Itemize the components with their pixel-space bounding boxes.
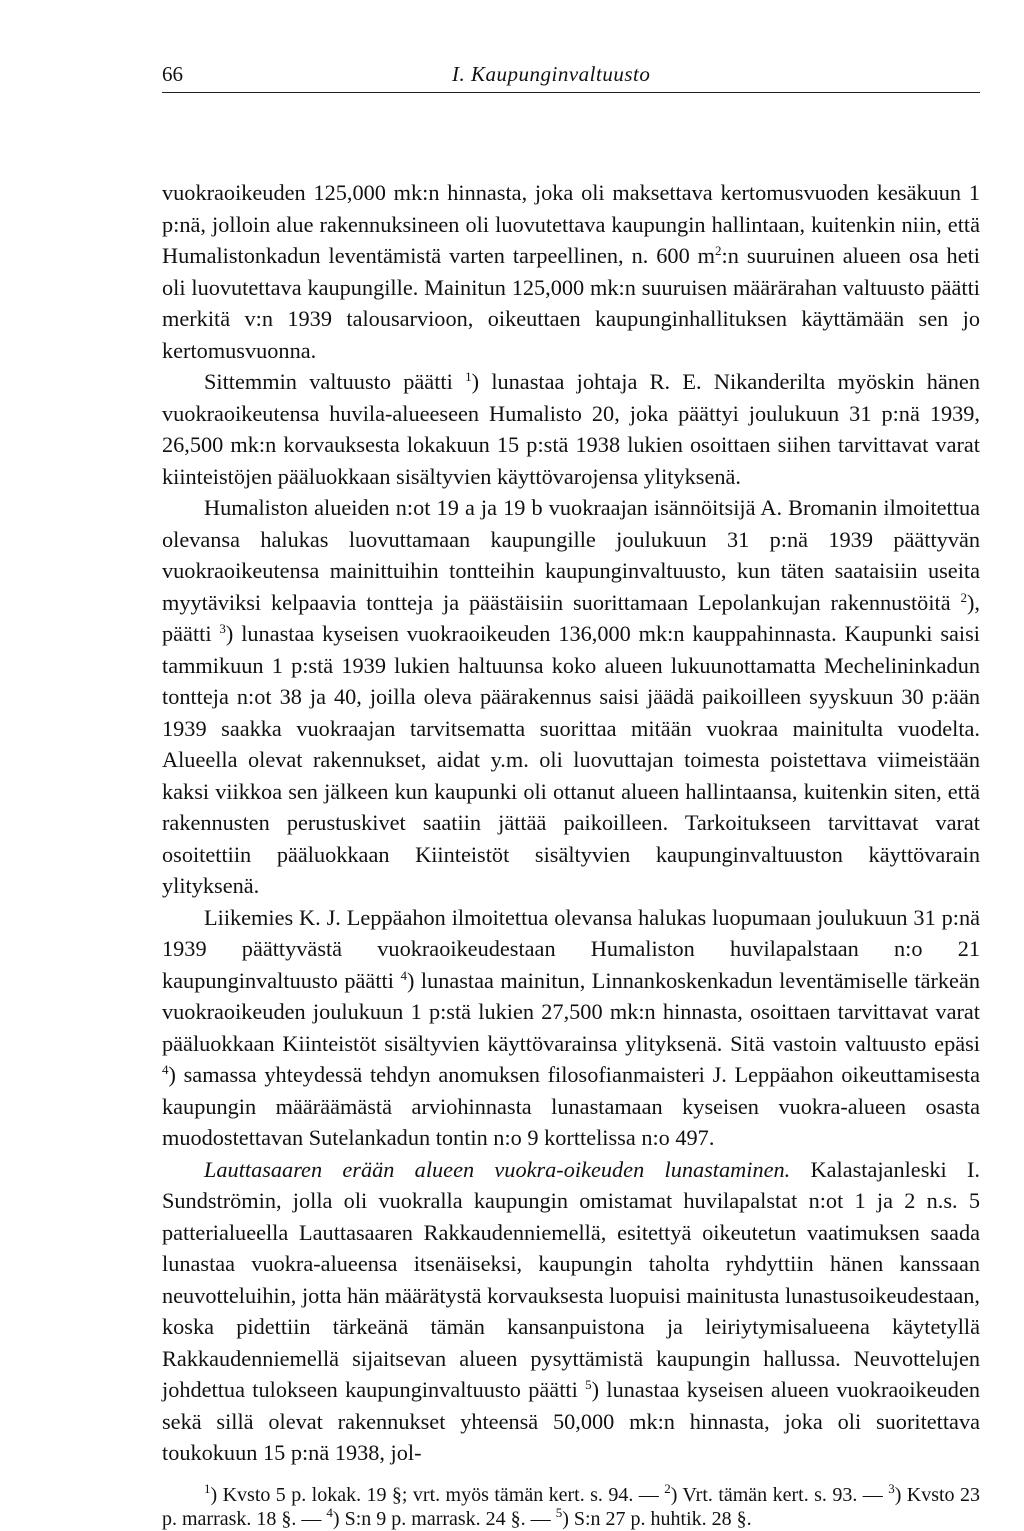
text-run: ) Kvsto 23 p. marrask. 18 §. —: [162, 1483, 980, 1530]
text-run: Liikemies K. J. Leppäahon ilmoitettua olevansa halukas luopumaan joulukuun 31 p:nä 1939 päättyvästä vuokraoikeudestaan Humaliston huvilapalstaan n:o 21 kaupunginvaltuusto päätti: [162, 904, 980, 993]
footnote-marker: 5: [585, 1377, 592, 1392]
body-text: [162, 177, 980, 1469]
footnote-marker: 1: [204, 1480, 211, 1496]
footnote-marker: 3: [888, 1480, 895, 1496]
text-run: ) S:n 27 p. huhtik. 28 §.: [562, 1507, 752, 1530]
text-run: ), päätti: [162, 589, 980, 646]
text-run: ) lunastaa mainitun, Linnankoskenkadun leventämiselle tärkeän vuokraoikeuden joulukuun 1 p:stä lukien 27,500 mk:n hinnasta, osoittaen tarvittavat varat pääluokkaan Kiinteistöt sisältyvien käyttövarainsa ylityksenä. Sitä vastoin valtuusto epäsi: [162, 967, 980, 1056]
section-heading: Lauttasaaren erään alueen vuokra-oikeuden lunastaminen.: [204, 1156, 791, 1182]
text-run: :n suuruinen alueen osa heti oli luovutettava kaupungille. Mainitun 125,000 mk:n suuruisen määrärahan valtuusto päätti merkitä v:n 1939 talousarvioon, oikeuttaen kaupunginhallituksen käyttämään sen jo kertomusvuonna.: [162, 243, 980, 363]
footnote-marker: 4: [400, 967, 407, 983]
paragraph: [162, 366, 980, 492]
footnote-marker: 1: [465, 369, 472, 384]
footnote-marker: 2: [664, 1480, 671, 1496]
text-run: vuokraoikeuden 125,000 mk:n hinnasta, joka oli maksettava kertomusvuoden kesäkuun 1 p:nä, jolloin alue rakennuksineen oli luovutettava kaupungin hallintaan, kuitenkin niin, että Humalistonkadun leventämistä varten tarpeellinen, n. 600 m: [162, 180, 980, 268]
text-run: Humaliston alueiden n:ot 19 a ja 19 b vuokraajan isännöitsijä A. Bromanin ilmoitettua olevansa halukas luovuttamaan kaupungille joulukuun 31 p:nä 1939 päättyvän vuokraoikeutensa mainittuihin tontteihin kaupunginvaltuusto, kun täten saataisiin useita myytäviksi kelpaavia tontteja ja päästäisiin suorittamaan Lepolankujan rakennustöitä: [162, 495, 980, 615]
text-run: Kalastajanleski I. Sundströmin, jolla oli vuokralla kaupungin omistamat huvilapalstat n:ot 1 ja 2 n.s. 5 patterialueella Lauttasaaren Rakkaudenniemellä, esitettyä oikeutetun vaatimuksen saada lunastaa vuokra-alueensa itsenäiseksi, kaupungin taholta ryhdyttiin hänen kanssaan neuvotteluihin, jotta hän määrätystä korvauksesta luopuisi mainitusta lunastusoikeudestaan, koska pidettiin tärkeänä tämän kansanpuistona ja leiriytymisalueena käytetyllä Rakkaudenniemellä sijaitsevan alueen pysyttämistä kaupungin hallussa. Neuvottelujen johdettua tulokseen kaupunginvaltuusto päätti: [162, 1156, 980, 1402]
paragraph: [162, 1154, 980, 1469]
text-run: ) samassa yhteydessä tehdyn anomuksen filosofianmaisteri J. Leppäahon oikeuttamisesta kaupungin määräämästä arviohinnasta lunastamaan kyseisen vuokra-alueen osasta muodostettavan Sutelankadun tontin n:o 9 korttelissa n:o 497.: [162, 1062, 980, 1150]
text-run: ) Vrt. tämän kert. s. 93. —: [670, 1483, 889, 1506]
text-run: ) lunastaa johtaja R. E. Nikanderilta myöskin hänen vuokraoikeutensa huvila-alueeseen Humalisto 20, joka päättyi joulukuun 31 p:nä 1939, 26,500 mk:n korvauksesta lokakuun 15 p:stä 1938 lukien osoittaen siihen tarvittavat varat kiinteistöjen pääluokkaan sisältyvien käyttövarojensa ylityksenä.: [162, 369, 980, 489]
footnote-text: [162, 1480, 980, 1531]
footnotes: [162, 1480, 980, 1531]
running-head: [162, 58, 980, 93]
chapter-title: I. Kaupunginvaltuusto: [452, 62, 651, 86]
text-run: ) Kvsto 5 p. lokak. 19 §; vrt. myös tämän kert. s. 94. —: [210, 1483, 665, 1506]
page-number: 66: [162, 62, 183, 86]
text-run: ) lunastaa kyseisen vuokraoikeuden 136,000 mk:n kauppahinnasta. Kaupunki saisi tammikuun 1 p:stä 1939 lukien haltuunsa koko alueen lukuunottamatta Mechelininkadun tontteja n:ot 38 ja 40, joilla oleva päärakennus saisi jäädä paikoilleen syyskuun 30 p:ään 1939 saakka vuokraajan tarvitsematta suorittaa mitään vuokraa mainitulta vuodelta. Alueella olevat rakennukset, aidat y.m. oli luovuttajan toimesta poistettava viimeistään kaksi viikkoa sen jälkeen kun kaupunki oli ottanut alueen hallintaansa, kuitenkin siten, että rakennusten perustuskivet saatiin jättää paikoilleen. Tarkoitukseen tarvittavat varat osoitettiin pääluokkaan Kiinteistöt sisältyvien kaupunginvaltuuston käyttövarain ylityksenä.: [162, 621, 980, 898]
footnote-marker: 2: [715, 243, 722, 258]
text-run: ) lunastaa kyseisen alueen vuokraoikeuden sekä sillä olevat rakennukset yhteensä 50,000 mk:n hinnasta, joka oli suoritettava toukokuun 15 p:nä 1938, jol-: [162, 1377, 980, 1465]
paragraph: [162, 492, 980, 902]
footnote-marker: 2: [960, 589, 967, 605]
footnote-marker: 5: [555, 1504, 563, 1520]
paragraph: [162, 177, 980, 366]
footnote-marker: 4: [162, 1062, 169, 1077]
paragraph: [162, 902, 980, 1154]
text-run: Sittemmin valtuusto päätti: [204, 369, 466, 394]
text-run: ) S:n 9 p. marrask. 24 §. —: [332, 1507, 556, 1530]
footnote-marker: 3: [219, 621, 226, 636]
footnote-marker: 4: [326, 1504, 333, 1520]
page: [162, 58, 980, 1531]
